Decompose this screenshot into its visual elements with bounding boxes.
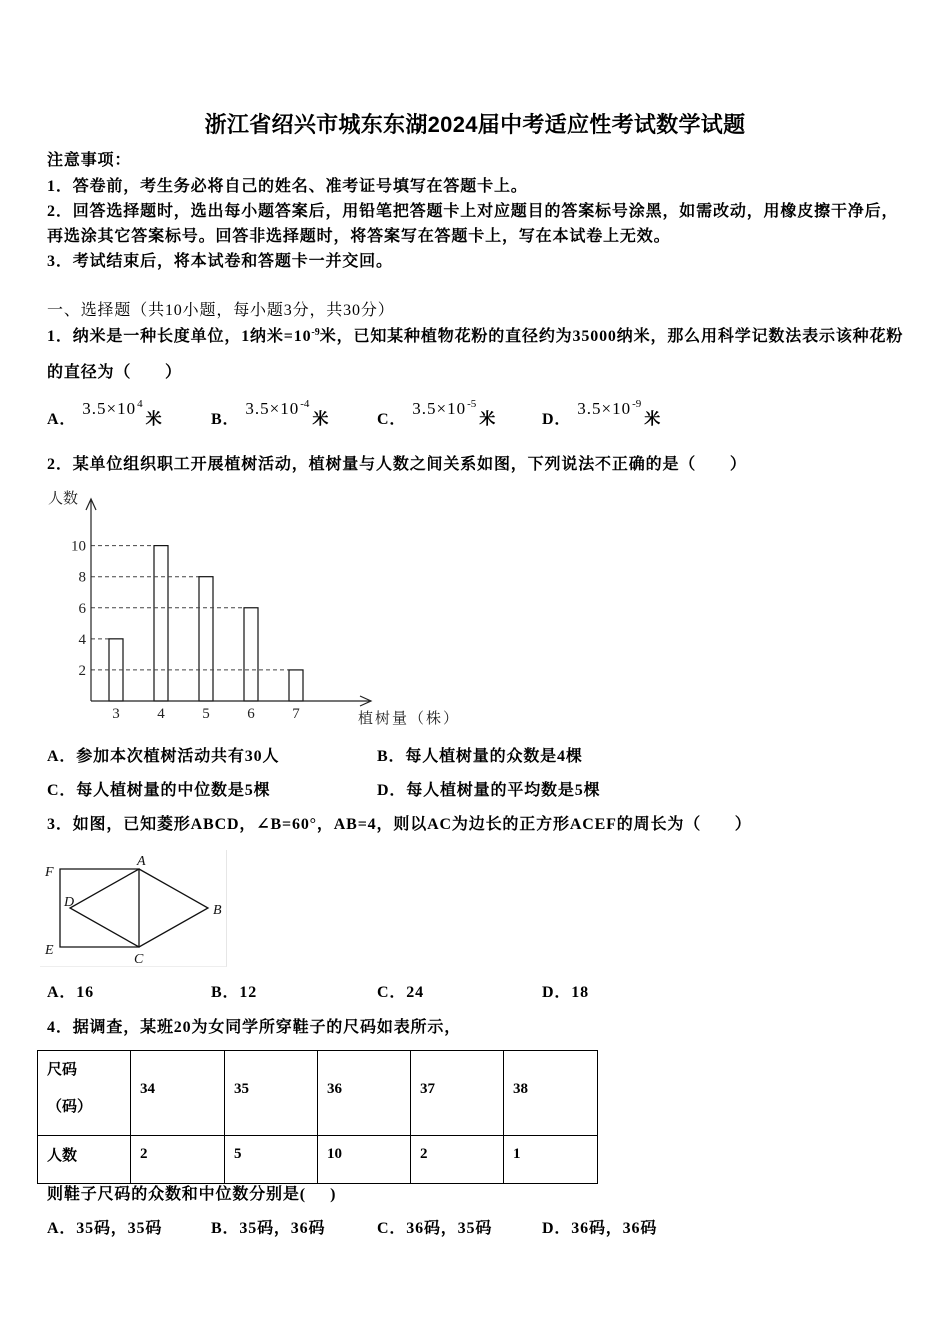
table-cell: 10	[318, 1136, 411, 1184]
table-cell: 2	[131, 1136, 225, 1184]
q4-followup: 则鞋子尺码的众数和中位数分别是( )	[47, 1186, 337, 1203]
table-row-counts	[38, 1136, 598, 1184]
header-size-line1: 尺码	[47, 1062, 78, 1078]
q3-option-b: B．12	[211, 984, 258, 1001]
q2-option-d: D．每人植树量的平均数是5棵	[377, 782, 601, 799]
section-heading: 一、选择题（共10小题，每小题3分，共30分）	[47, 302, 395, 319]
y-tick-label: 4	[78, 631, 86, 648]
shoe-size-table	[37, 1050, 598, 1184]
table-row-sizes	[38, 1051, 598, 1136]
option-math	[412, 399, 476, 418]
option-base: 3.5×10	[82, 399, 137, 418]
bar-4	[154, 546, 168, 701]
option-unit: 米	[312, 411, 330, 428]
q2-option-a: A．参加本次植树活动共有30人	[47, 748, 280, 765]
note-line-1: 1．答卷前，考生务必将自己的姓名、准考证号填写在答题卡上。	[47, 178, 528, 195]
option-exponent: -5	[467, 398, 477, 410]
q2-option-c: C．每人植树量的中位数是5棵	[47, 782, 271, 799]
point-label-f: F	[45, 865, 54, 880]
q3-option-c: C．24	[377, 984, 424, 1001]
q1-stem-line1	[47, 327, 903, 349]
option-math	[577, 399, 641, 418]
table-cell: 1	[504, 1136, 598, 1184]
x-tick-label: 5	[202, 706, 210, 722]
q3-option-a: A．16	[47, 984, 94, 1001]
q2-option-b: B．每人植树量的众数是4棵	[377, 748, 583, 765]
point-label-e: E	[45, 943, 54, 958]
q4-option-d: D．36码，36码	[542, 1220, 658, 1237]
note-line-2-cont: 再选涂其它答案标号。回答非选择题时，将答案写在答题卡上，写在本试卷上无效。	[47, 228, 671, 245]
bar-5	[199, 577, 213, 701]
y-tick-label: 10	[71, 538, 86, 555]
q4-stem: 4．据调查，某班20为女同学所穿鞋子的尺码如表所示，	[47, 1019, 462, 1036]
point-label-b: B	[213, 903, 222, 918]
y-tick-label: 6	[78, 600, 86, 617]
q3-stem: 3．如图，已知菱形ABCD，∠B=60°，AB=4，则以AC为边长的正方形ACEF的周长为（ ）	[47, 816, 752, 833]
tree-planting-bar-chart	[40, 485, 480, 735]
y-axis-label: 人数	[48, 491, 79, 507]
point-label-d: D	[64, 895, 75, 910]
bar-6	[244, 608, 258, 701]
note-line-2: 2．回答选择题时，选出每小题答案后，用铅笔把答题卡上对应题目的答案标号涂黑，如需改动，用橡皮擦干净后，	[47, 203, 899, 220]
x-tick-label: 6	[247, 706, 255, 722]
exam-title: 浙江省绍兴市城东东湖2024届中考适应性考试数学试题	[204, 112, 746, 137]
y-tick-label: 8	[78, 569, 86, 586]
q3-option-d: D．18	[542, 984, 589, 1001]
option-label: A．	[47, 411, 77, 428]
option-math	[82, 399, 142, 418]
rhombus-square-diagram	[40, 850, 226, 966]
option-exponent: -9	[632, 398, 642, 410]
q1-stem-line2: 的直径为（ ）	[47, 364, 182, 381]
option-label: C．	[377, 411, 407, 428]
option-unit: 米	[145, 411, 163, 428]
x-tick-label: 7	[292, 706, 300, 722]
notes-heading: 注意事项：	[47, 152, 132, 169]
option-label: B．	[211, 411, 240, 428]
q1-stem-text-a: 1．纳米是一种长度单位，1纳米=10	[47, 328, 312, 345]
table-cell: 36	[318, 1051, 411, 1136]
q1-stem-text-b: 米，已知某种植物花粉的直径约为35000纳米，那么用科学记数法表示该种花粉	[319, 328, 904, 345]
option-exponent: -4	[300, 398, 310, 410]
q2-stem: 2．某单位组织职工开展植树活动，植树量与人数之间关系如图，下列说法不正确的是（ ）	[47, 456, 747, 473]
q1-stem-exponent: -9	[311, 327, 320, 338]
option-unit: 米	[479, 411, 497, 428]
q3-figure	[40, 850, 227, 967]
y-tick-label: 2	[78, 662, 86, 679]
note-line-3: 3．考试结束后，将本试卷和答题卡一并交回。	[47, 253, 393, 270]
table-header-count: 人数	[38, 1136, 131, 1184]
option-exponent: 4	[137, 398, 143, 410]
point-label-c: C	[134, 952, 144, 966]
table-header-size	[38, 1051, 131, 1136]
q4-option-c: C．36码，35码	[377, 1220, 493, 1237]
q4-option-a: A．35码，35码	[47, 1220, 163, 1237]
q4-option-b: B．35码，36码	[211, 1220, 326, 1237]
option-base: 3.5×10	[245, 399, 300, 418]
x-tick-label: 4	[157, 706, 165, 722]
table-cell: 2	[411, 1136, 504, 1184]
option-base: 3.5×10	[412, 399, 467, 418]
table-cell: 5	[225, 1136, 318, 1184]
table-cell: 35	[225, 1051, 318, 1136]
bar-7	[289, 670, 303, 701]
x-tick-label: 3	[112, 706, 120, 722]
header-size-line2: （码）	[47, 1099, 93, 1115]
chart-marks	[71, 539, 303, 722]
point-label-a: A	[137, 854, 146, 869]
option-unit: 米	[644, 411, 662, 428]
x-axis-label: 植树量（株）	[358, 711, 461, 727]
table-cell: 34	[131, 1051, 225, 1136]
table-cell: 38	[504, 1051, 598, 1136]
option-base: 3.5×10	[577, 399, 632, 418]
option-math	[245, 399, 309, 418]
option-label: D．	[542, 411, 572, 428]
table-cell: 37	[411, 1051, 504, 1136]
